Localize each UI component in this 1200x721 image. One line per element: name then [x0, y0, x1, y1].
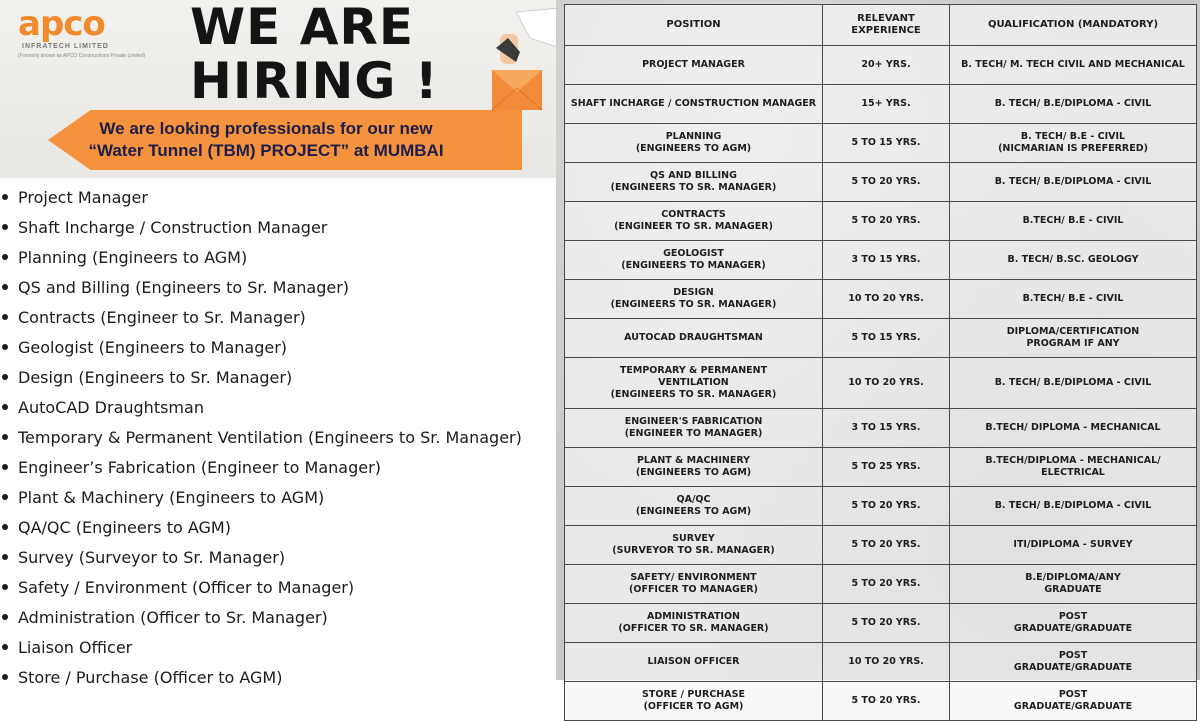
position-label: Plant & Machinery (Engineers to AGM) — [18, 488, 325, 507]
list-item — [0, 606, 556, 636]
bullet-icon — [2, 344, 8, 350]
bullet-icon — [2, 584, 8, 590]
list-item — [0, 636, 556, 666]
list-item — [0, 666, 556, 696]
position-label: Administration (Officer to Sr. Manager) — [18, 608, 328, 627]
table-row — [565, 46, 1197, 85]
cell-position: ENGINEER'S FABRICATION (ENGINEER TO MANAGER) — [565, 409, 823, 448]
list-item — [0, 516, 556, 546]
position-label: Shaft Incharge / Construction Manager — [18, 218, 328, 237]
position-label: Planning (Engineers to AGM) — [18, 248, 248, 267]
cell-experience: 3 TO 15 YRS. — [823, 241, 950, 280]
page-title — [190, 0, 439, 108]
bullet-icon — [2, 614, 8, 620]
cell-position: AUTOCAD DRAUGHTSMAN — [565, 319, 823, 358]
table-row — [565, 487, 1197, 526]
cell-position: CONTRACTS (ENGINEER TO SR. MANAGER) — [565, 202, 823, 241]
cell-qualification: ITI/DIPLOMA - SURVEY — [950, 526, 1197, 565]
list-item — [0, 426, 556, 456]
list-item — [0, 366, 556, 396]
bullet-icon — [2, 494, 8, 500]
apco-logo — [18, 6, 145, 59]
table-row — [565, 280, 1197, 319]
list-item — [0, 546, 556, 576]
table-row — [565, 85, 1197, 124]
position-label: Contracts (Engineer to Sr. Manager) — [18, 308, 306, 327]
list-item — [0, 576, 556, 606]
table-row — [565, 682, 1197, 721]
cell-qualification: DIPLOMA/CERTIFICATION PROGRAM IF ANY — [950, 319, 1197, 358]
list-item — [0, 216, 556, 246]
cell-experience: 5 TO 25 YRS. — [823, 448, 950, 487]
table-row — [565, 319, 1197, 358]
requirements-panel — [556, 0, 1200, 712]
bullet-icon — [2, 194, 8, 200]
cell-experience: 5 TO 20 YRS. — [823, 526, 950, 565]
list-item — [0, 456, 556, 486]
envelope-hand-icon — [486, 8, 560, 112]
cell-position: LIAISON OFFICER — [565, 643, 823, 682]
position-label: Design (Engineers to Sr. Manager) — [18, 368, 293, 387]
cell-position: PLANT & MACHINERY (ENGINEERS TO AGM) — [565, 448, 823, 487]
cell-position: SHAFT INCHARGE / CONSTRUCTION MANAGER — [565, 85, 823, 124]
cell-experience: 15+ YRS. — [823, 85, 950, 124]
bullet-icon — [2, 554, 8, 560]
bullet-icon — [2, 434, 8, 440]
cell-position: PROJECT MANAGER — [565, 46, 823, 85]
cell-position: SURVEY (SURVEYOR TO SR. MANAGER) — [565, 526, 823, 565]
header-experience: RELEVANT EXPERIENCE — [823, 5, 950, 46]
cell-position: PLANNING (ENGINEERS TO AGM) — [565, 124, 823, 163]
logo-subtitle: INFRATECH LIMITED — [22, 43, 109, 50]
position-label: Geologist (Engineers to Manager) — [18, 338, 288, 357]
cell-qualification: B. TECH/ B.SC. GEOLOGY — [950, 241, 1197, 280]
table-row — [565, 358, 1197, 409]
position-label: Engineer’s Fabrication (Engineer to Manager) — [18, 458, 381, 477]
table-row — [565, 448, 1197, 487]
table-row — [565, 409, 1197, 448]
position-label: Liaison Officer — [18, 638, 133, 657]
cell-position: DESIGN (ENGINEERS TO SR. MANAGER) — [565, 280, 823, 319]
table-row — [565, 202, 1197, 241]
cell-experience: 3 TO 15 YRS. — [823, 409, 950, 448]
headline-line-1: WE ARE — [190, 0, 415, 56]
cell-experience: 5 TO 20 YRS. — [823, 604, 950, 643]
table-row — [565, 526, 1197, 565]
list-item — [0, 276, 556, 306]
cell-qualification: B.TECH/ B.E - CIVIL — [950, 280, 1197, 319]
cell-qualification: POST GRADUATE/GRADUATE — [950, 682, 1197, 721]
bullet-icon — [2, 524, 8, 530]
list-item — [0, 396, 556, 426]
cell-qualification: POST GRADUATE/GRADUATE — [950, 604, 1197, 643]
bullet-icon — [2, 284, 8, 290]
ribbon-line-1: We are looking professionals for our new — [99, 119, 433, 138]
list-item — [0, 336, 556, 366]
cell-experience: 10 TO 20 YRS. — [823, 280, 950, 319]
logo-former-name: (Formerly known as APCO Constructions Private Limited) — [18, 53, 146, 59]
cell-qualification: B. TECH/ B.E/DIPLOMA - CIVIL — [950, 358, 1197, 409]
logo-wordmark: apco — [18, 4, 105, 44]
cell-experience: 10 TO 20 YRS. — [823, 358, 950, 409]
header-position: POSITION — [565, 5, 823, 46]
bullet-icon — [2, 404, 8, 410]
bullet-icon — [2, 464, 8, 470]
cell-experience: 5 TO 15 YRS. — [823, 124, 950, 163]
cell-qualification: B.TECH/DIPLOMA - MECHANICAL/ ELECTRICAL — [950, 448, 1197, 487]
table-row — [565, 643, 1197, 682]
position-label: AutoCAD Draughtsman — [18, 398, 204, 417]
header-qualification: QUALIFICATION (MANDATORY) — [950, 5, 1197, 46]
list-item — [0, 186, 556, 216]
cell-position: QS AND BILLING (ENGINEERS TO SR. MANAGER) — [565, 163, 823, 202]
position-label: QS and Billing (Engineers to Sr. Manager) — [18, 278, 350, 297]
list-item — [0, 306, 556, 336]
table-row — [565, 565, 1197, 604]
bullet-icon — [2, 674, 8, 680]
headline-line-2: HIRING ! — [190, 52, 439, 110]
cell-position: QA/QC (ENGINEERS TO AGM) — [565, 487, 823, 526]
cell-experience: 5 TO 15 YRS. — [823, 319, 950, 358]
position-label: Survey (Surveyor to Sr. Manager) — [18, 548, 286, 567]
position-label: Temporary & Permanent Ventilation (Engineers to Sr. Manager) — [18, 428, 522, 447]
cell-position: SAFETY/ ENVIRONMENT (OFFICER TO MANAGER) — [565, 565, 823, 604]
cell-experience: 10 TO 20 YRS. — [823, 643, 950, 682]
cell-position: ADMINISTRATION (OFFICER TO SR. MANAGER) — [565, 604, 823, 643]
cell-experience: 5 TO 20 YRS. — [823, 487, 950, 526]
ribbon-line-2: “Water Tunnel (TBM) PROJECT” at MUMBAI — [88, 141, 444, 160]
bullet-icon — [2, 254, 8, 260]
cell-qualification: B.TECH/ DIPLOMA - MECHANICAL — [950, 409, 1197, 448]
table-row — [565, 604, 1197, 643]
table-row — [565, 124, 1197, 163]
cell-experience: 5 TO 20 YRS. — [823, 202, 950, 241]
table-row — [565, 163, 1197, 202]
list-item — [0, 246, 556, 276]
cell-qualification: B. TECH/ B.E - CIVIL (NICMARIAN IS PREFERRED) — [950, 124, 1197, 163]
position-label: Safety / Environment (Officer to Manager) — [18, 578, 355, 597]
cell-qualification: B. TECH/ B.E/DIPLOMA - CIVIL — [950, 163, 1197, 202]
cell-qualification: B. TECH/ B.E/DIPLOMA - CIVIL — [950, 85, 1197, 124]
position-label: Store / Purchase (Officer to AGM) — [18, 668, 283, 687]
ribbon-text — [66, 118, 466, 162]
table-header-row — [565, 5, 1197, 46]
cell-position: TEMPORARY & PERMANENT VENTILATION (ENGINEERS TO SR. MANAGER) — [565, 358, 823, 409]
list-item — [0, 486, 556, 516]
cell-experience: 20+ YRS. — [823, 46, 950, 85]
cell-qualification: B. TECH/ M. TECH CIVIL AND MECHANICAL — [950, 46, 1197, 85]
cell-qualification: B.TECH/ B.E - CIVIL — [950, 202, 1197, 241]
bullet-icon — [2, 374, 8, 380]
cell-experience: 5 TO 20 YRS. — [823, 163, 950, 202]
cell-experience: 5 TO 20 YRS. — [823, 682, 950, 721]
position-label: Project Manager — [18, 188, 148, 207]
cell-experience: 5 TO 20 YRS. — [823, 565, 950, 604]
bullet-icon — [2, 644, 8, 650]
cell-position: STORE / PURCHASE (OFFICER TO AGM) — [565, 682, 823, 721]
table-row — [565, 241, 1197, 280]
positions-list — [0, 186, 556, 696]
cell-qualification: B.E/DIPLOMA/ANY GRADUATE — [950, 565, 1197, 604]
cell-qualification: POST GRADUATE/GRADUATE — [950, 643, 1197, 682]
cell-qualification: B. TECH/ B.E/DIPLOMA - CIVIL — [950, 487, 1197, 526]
bullet-icon — [2, 314, 8, 320]
bullet-icon — [2, 224, 8, 230]
cell-position: GEOLOGIST (ENGINEERS TO MANAGER) — [565, 241, 823, 280]
hiring-banner — [0, 0, 560, 178]
position-label: QA/QC (Engineers to AGM) — [18, 518, 231, 537]
requirements-table — [564, 4, 1197, 721]
